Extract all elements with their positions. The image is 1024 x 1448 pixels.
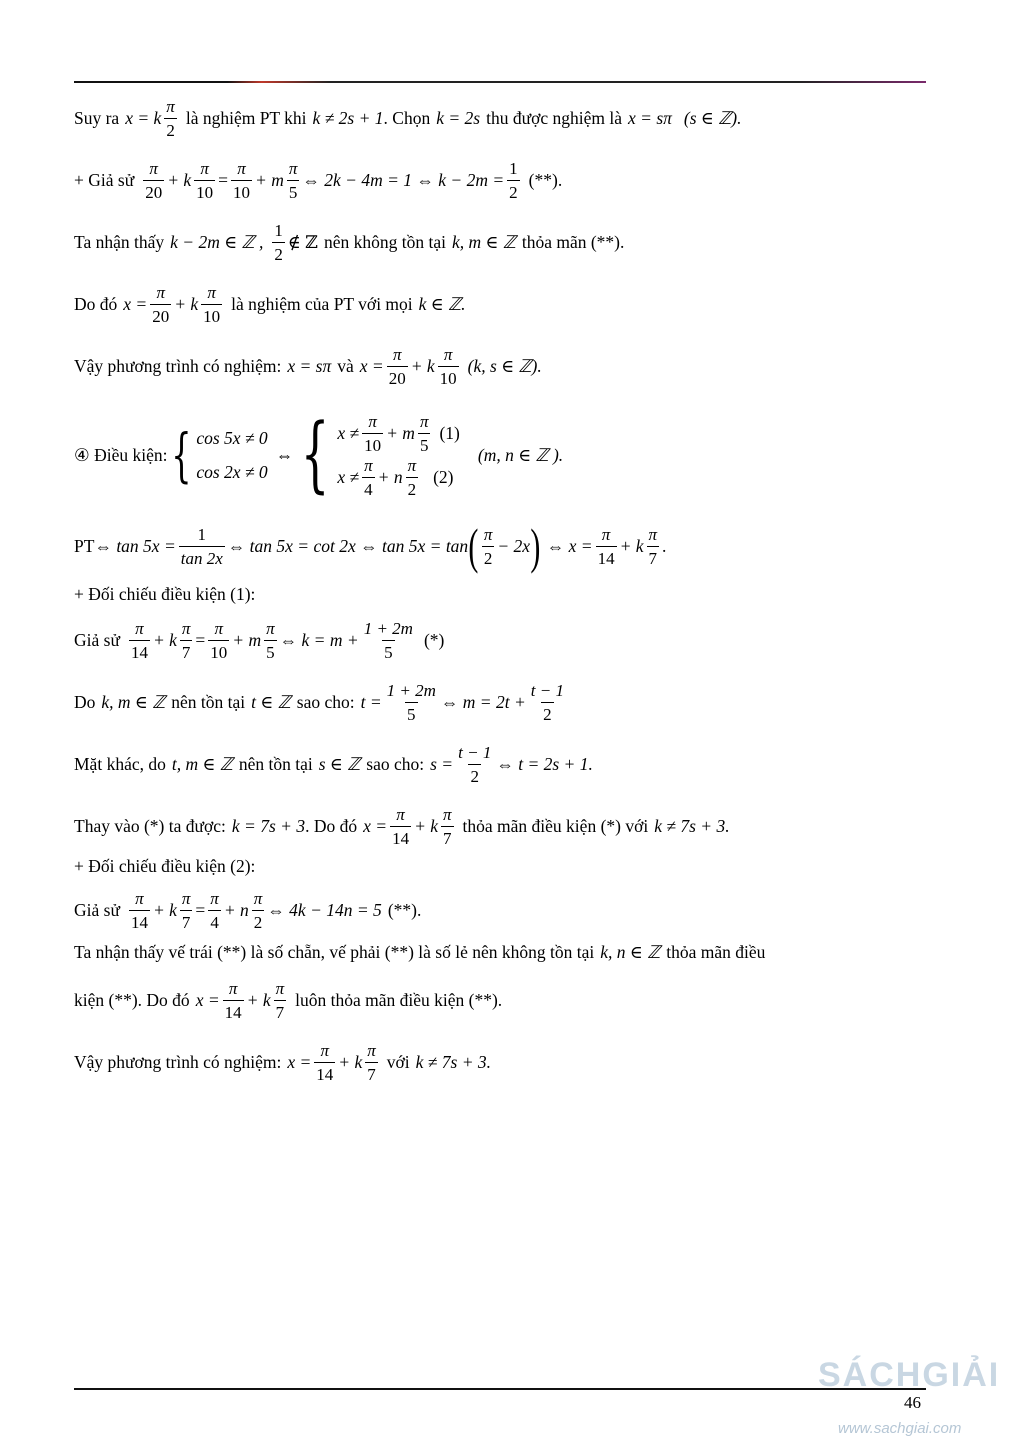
line-4: Do đó x = $\frac{\pi}{20}$ + k $\frac{\pi}{10}$ là nghiệm của PT với mọi k ∈ ℤ. xyxy=(74,282,466,326)
line-6-condition-system: ④ Điều kiện: { cos 5x ≠ 0 cos 2x ≠ 0 ⇔ { x ≠ $\frac{\pi}{10}$ + m $\frac{\pi}{5}$ (1) x ≠ $\frac{\pi}{4}$ + n $\frac{\pi}{2}$ (2) (m, n ∈ ℤ ). xyxy=(74,407,564,502)
line-7: PT ⇔ tan 5x = $\frac{1}{\tan 2x}$ ⇔ tan 5x = cot 2x ⇔ tan 5x = tan ( $\frac{\pi}{2}$ − 2x ) ⇔ x = $\frac{\pi}{14}$ + k $\frac{\pi}{7}$ . xyxy=(74,518,667,574)
footer-rule xyxy=(74,1388,926,1390)
page-number: 46 xyxy=(904,1393,921,1412)
line-17: Vậy phương trình có nghiệm: x = $\frac{\pi}{14}$ + k $\frac{\pi}{7}$ với k ≠ 7s + 3. xyxy=(74,1040,492,1084)
fraction: $\frac{\pi}{2}$ xyxy=(166,96,175,140)
watermark-logo: SÁCHGIẢI xyxy=(818,1356,1001,1394)
system-left: cos 5x ≠ 0 cos 2x ≠ 0 xyxy=(196,428,268,482)
line-10: Do k, m ∈ ℤ nên tồn tại t ∈ ℤ sao cho: t = $\frac{1 + 2m}{5}$ ⇔ m = 2t + $\frac{t - 1}{2}$ xyxy=(74,680,564,724)
line-9: Giả sử $\frac{\pi}{14}$ + k $\frac{\pi}{7}$ = $\frac{\pi}{10}$ + m $\frac{\pi}{5}$ ⇔ k = m + $\frac{1 + 2m}{5}$ (*) xyxy=(74,618,445,662)
header-rule xyxy=(74,81,926,83)
line-2: + Giả sử $\frac{\pi}{20}$ + k $\frac{\pi}{10}$ = $\frac{\pi}{10}$ + m $\frac{\pi}{5}$ ⇔ 2k − 4m = 1 ⇔ k − 2m = $\frac{1}{2}$ (**). xyxy=(74,158,563,202)
line-1: Suy ra x = k $\frac{\pi}{2}$ là nghiệm PT khi k ≠ 2s + 1 . Chọn k = 2s thu được nghiệm là x = sπ (s ∈ ℤ). xyxy=(74,96,742,140)
line-8: + Đối chiếu điều kiện (1): xyxy=(74,584,256,604)
line-3: Ta nhận thấy k − 2m ∈ ℤ , $\frac{1}{2}$ ∉ ℤ nên không tồn tại k, m ∈ ℤ thỏa mãn (**). xyxy=(74,220,625,264)
watermark-url: www.sachgiai.com xyxy=(838,1420,962,1437)
line-14: Giả sử $\frac{\pi}{14}$ + k $\frac{\pi}{7}$ = $\frac{\pi}{4}$ + n $\frac{\pi}{2}$ ⇔ 4k − 14n = 5 (**). xyxy=(74,888,422,932)
line-16: kiện (**). Do đó x = $\frac{\pi}{14}$ + k $\frac{\pi}{7}$ luôn thỏa mãn điều kiện (**). xyxy=(74,978,503,1022)
left-brace: { xyxy=(171,421,193,489)
line-13: + Đối chiếu điều kiện (2): xyxy=(74,856,256,876)
system-right: x ≠ $\frac{\pi}{10}$ + m $\frac{\pi}{5}$ (1) x ≠ $\frac{\pi}{4}$ + n $\frac{\pi}{2}$ (2) xyxy=(337,411,460,499)
line-15: Ta nhận thấy vế trái (**) là số chẵn, vế phải (**) là số lẻ nên không tồn tại k, n ∈ ℤ thỏa mãn điều xyxy=(74,942,766,962)
line-5: Vậy phương trình có nghiệm: x = sπ và x = $\frac{\pi}{20}$ + k $\frac{\pi}{10}$ (k, s ∈ ℤ). xyxy=(74,344,542,388)
left-brace: { xyxy=(300,407,330,502)
line-12: Thay vào (*) ta được: k = 7s + 3 . Do đó x = $\frac{\pi}{14}$ + k $\frac{\pi}{7}$ thỏa mãn điều kiện (*) với k ≠ 7s + 3. xyxy=(74,804,730,848)
line-11: Mặt khác, do t, m ∈ ℤ nên tồn tại s ∈ ℤ sao cho: s = $\frac{t - 1}{2}$ ⇔ t = 2s + 1. xyxy=(74,742,593,786)
